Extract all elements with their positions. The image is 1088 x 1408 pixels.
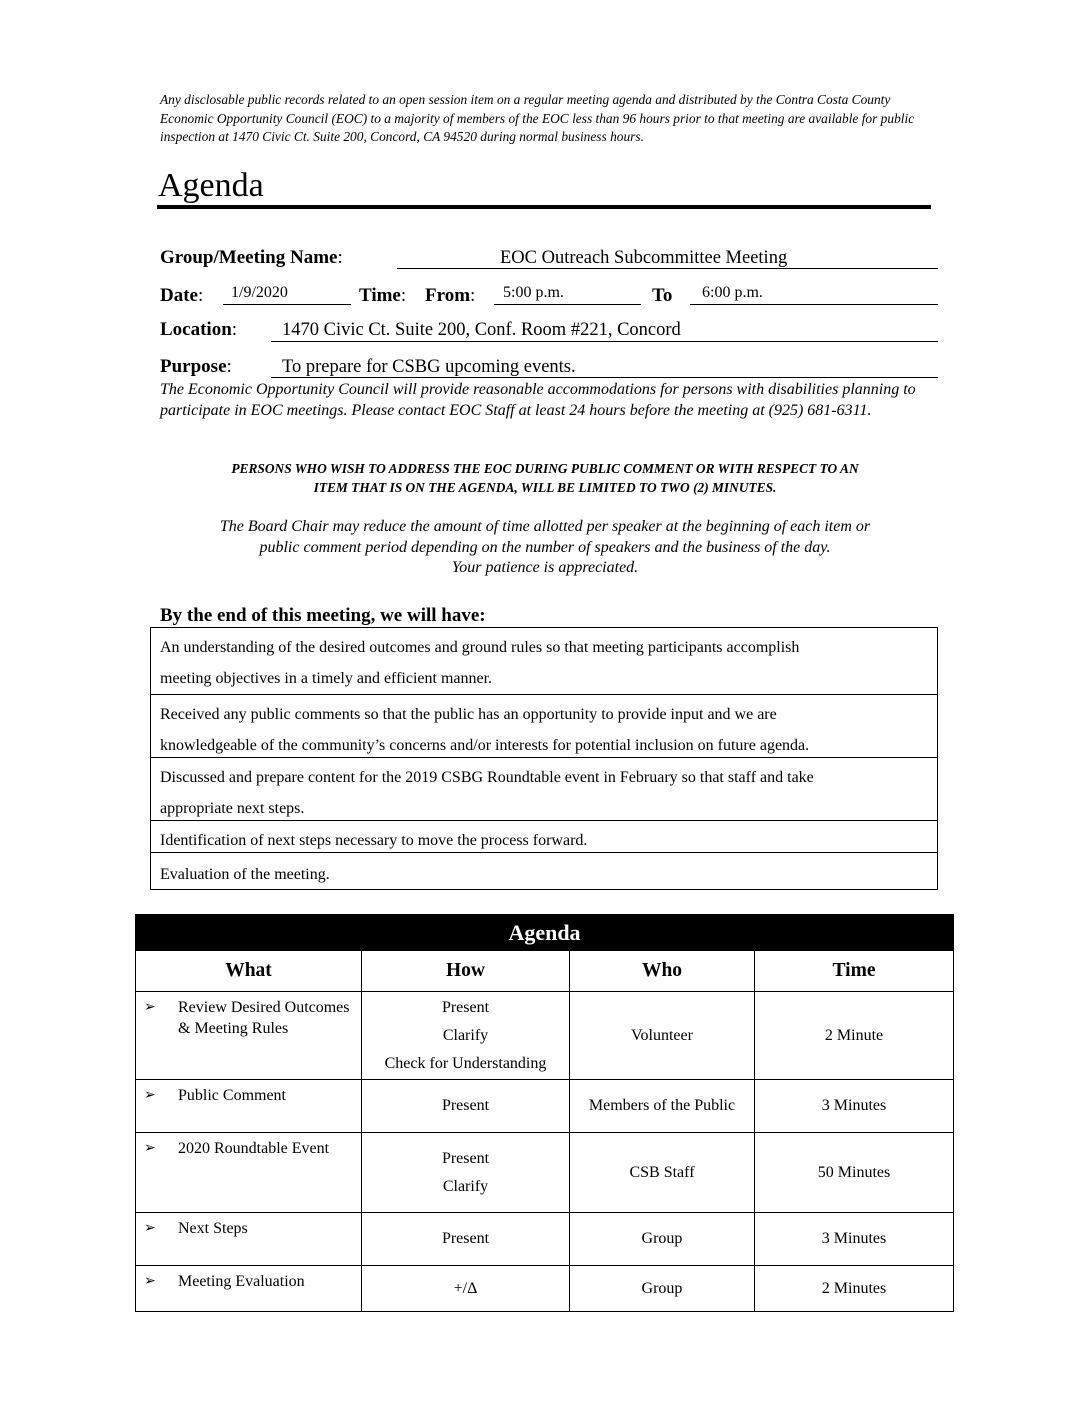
table-row: [136, 992, 954, 1080]
agenda-item-how: Present Clarify: [362, 1133, 570, 1213]
agenda-item-what: ➢ 2020 Roundtable Event: [136, 1133, 362, 1213]
meeting-name-underline: [397, 268, 938, 269]
from-time-value: 5:00 p.m.: [503, 284, 564, 301]
meeting-name-label: Group/Meeting Name:: [160, 247, 343, 268]
outcome-item: Identification of next steps necessary to move the process forward.: [151, 821, 937, 853]
to-time-value: 6:00 p.m.: [702, 284, 763, 301]
agenda-item-how: +/Δ: [362, 1266, 570, 1312]
column-header-what: What: [136, 951, 362, 992]
column-header-who: Who: [570, 951, 755, 992]
to-label: To: [652, 285, 673, 306]
agenda-item-time: 2 Minutes: [755, 1266, 954, 1312]
arrow-bullet-icon: ➢: [144, 1274, 156, 1289]
agenda-table-title: Agenda: [136, 915, 954, 951]
agenda-item-who: Volunteer: [570, 992, 755, 1080]
column-header-time: Time: [755, 951, 954, 992]
to-time-underline: [690, 304, 938, 305]
board-chair-notice: The Board Chair may reduce the amount of time allotted per speaker at the beginning of each item or public comment period depending on the number of speakers and the business of the day. Your patience is appreciated.: [219, 518, 871, 576]
agenda-item-time: 3 Minutes: [755, 1080, 954, 1133]
from-label: From:: [425, 285, 476, 306]
location-underline: [271, 341, 938, 342]
outcome-item: Discussed and prepare content for the 2019 CSBG Roundtable event in February so that staff and take appropriate next steps.: [151, 758, 937, 821]
outcomes-heading: By the end of this meeting, we will have:: [160, 605, 486, 626]
agenda-item-who: CSB Staff: [570, 1133, 755, 1213]
outcome-item: Evaluation of the meeting.: [160, 866, 330, 883]
location-value: 1470 Civic Ct. Suite 200, Conf. Room #221, Concord: [282, 320, 681, 340]
arrow-bullet-icon: ➢: [144, 1000, 156, 1015]
title-divider: [157, 205, 931, 209]
outcome-item: An understanding of the desired outcomes and ground rules so that meeting participants accomplish meeting objectives in a timely and efficient manner.: [151, 628, 937, 695]
outcome-item: Received any public comments so that the public has an opportunity to provide input and we are knowledgeable of the community’s concerns and/or interests for potential inclusion on future agenda.: [151, 695, 937, 758]
agenda-item-how: Present: [362, 1213, 570, 1266]
accommodations-notice: The Economic Opportunity Council will provide reasonable accommodations for persons with disabilities planning to participate in EOC meetings. Please contact EOC Staff at least 24 hours before the meeting at (925) 681-6311.: [160, 381, 916, 419]
outcomes-box: [150, 627, 938, 890]
date-value: 1/9/2020: [231, 284, 288, 301]
from-time-underline: [494, 304, 641, 305]
date-label: Date:: [160, 285, 204, 306]
time-label: Time:: [359, 285, 407, 306]
public-records-disclaimer: Any disclosable public records related to an open session item on a regular meeting agenda and distributed by the Contra Costa County Economic Opportunity Council (EOC) to a majority of members of the EOC less than 96 hours prior to that meeting are available for public inspection at 1470 Civic Ct. Suite 200, Concord, CA 94520 during normal business hours.: [160, 92, 915, 144]
table-row: [136, 1080, 954, 1133]
date-underline: [223, 304, 351, 305]
table-row: [136, 1133, 954, 1213]
purpose-underline: [271, 377, 938, 378]
column-header-how: How: [362, 951, 570, 992]
table-row: [136, 1266, 954, 1312]
agenda-item-what: ➢ Public Comment: [136, 1080, 362, 1133]
document-title: Agenda: [158, 167, 264, 204]
agenda-table: [135, 914, 954, 1312]
arrow-bullet-icon: ➢: [144, 1141, 156, 1156]
agenda-item-who: Members of the Public: [570, 1080, 755, 1133]
agenda-item-how: Present Clarify Check for Understanding: [362, 992, 570, 1080]
agenda-item-time: 2 Minute: [755, 992, 954, 1080]
public-comment-limit-notice: PERSONS WHO WISH TO ADDRESS THE EOC DURING PUBLIC COMMENT OR WITH RESPECT TO AN ITEM THAT IS ON THE AGENDA, WILL BE LIMITED TO TWO (2) MINUTES.: [231, 461, 859, 495]
agenda-item-who: Group: [570, 1266, 755, 1312]
agenda-item-how: Present: [362, 1080, 570, 1133]
arrow-bullet-icon: ➢: [144, 1221, 156, 1236]
agenda-item-what: ➢ Review Desired Outcomes & Meeting Rules: [136, 992, 362, 1080]
agenda-item-what: ➢ Next Steps: [136, 1213, 362, 1266]
table-row: [136, 1213, 954, 1266]
agenda-item-time: 50 Minutes: [755, 1133, 954, 1213]
meeting-name-value: EOC Outreach Subcommittee Meeting: [500, 248, 788, 268]
arrow-bullet-icon: ➢: [144, 1088, 156, 1103]
purpose-value: To prepare for CSBG upcoming events.: [282, 357, 576, 377]
agenda-item-what: ➢ Meeting Evaluation: [136, 1266, 362, 1312]
agenda-item-who: Group: [570, 1213, 755, 1266]
purpose-label: Purpose:: [160, 356, 232, 377]
location-label: Location:: [160, 319, 238, 340]
agenda-item-time: 3 Minutes: [755, 1213, 954, 1266]
